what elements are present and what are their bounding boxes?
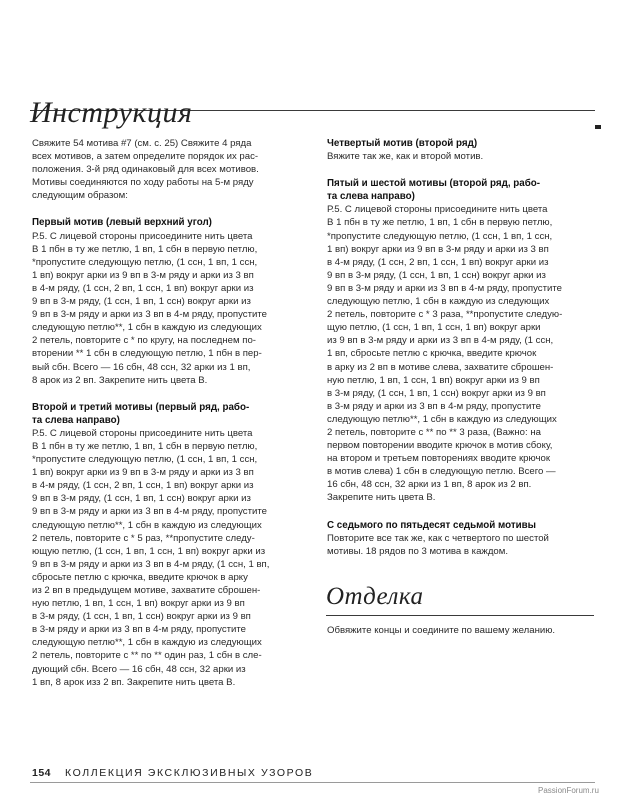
right-column: [327, 137, 597, 558]
motif-1-title: Первый мотив (левый верхний угол): [32, 217, 212, 229]
left-column: [32, 137, 309, 689]
finishing-rule: [326, 615, 594, 616]
book-title: КОЛЛЕКЦИЯ ЭКСКЛЮЗИВНЫХ УЗОРОВ: [65, 767, 314, 779]
instruction-heading: Инструкция: [30, 96, 193, 129]
finishing-heading: Отделка: [326, 583, 424, 610]
motif-2-3-text: Р.5. С лицевой стороны присоедините нить цвета В 1 пбн в ту же петлю, 1 вп, 1 сбн в первую петлю, *пропустите следующую петлю, (1 ссн, 1 вп, 1 ссн, 1 вп) вокруг арки из 9 вп в 3-м ряду и арки из 3 вп в 4-м ряду, (1 ссн, 2 вп, 1 ссн, 1 вп) вокруг арки из 9 вп в 3-м ряду, (1 ссн, 1 вп, 1 ссн) вокруг арки из 9 вп в 3-м ряду и арки из 3 вп в 4-м ряду, пропустите следующую петлю**, 1 сбн в каждую из следующих 2 петель, повторите с * 5 раз, **пропустите следу- ющую петлю, (1 ссн, 1 вп, 1 ссн, 1 вп) вокруг арки из 9 вп в 3-м ряду и арки из 3 вп в 4-м ряду, (1 ссн, 1 вп, сбросьте петлю с крючка, введите крючок в арку из 2 вп в предыдущем мотиве, захватите сброшен- ную петлю, 1 вп, 1 ссн, 1 вп) вокруг арки из 9 вп в 3-м ряду, (1 ссн, 1 вп, 1 ссн) вокруг арки из 9 вп в 3-м ряду и арки из 3 вп в 4-м ряду, пропустите следующую петлю**, 1 сбн в каждую из следующих 2 петель, повторите с ** по ** один раз, 1 сбн в сле- дующий сбн. Всего — 16 сбн, 48 ссн, 32 арки из 1 вп, 8 арок изз 2 вп. Закрепите нить цвета В.: [32, 427, 270, 688]
motif-5-6-text: Р.5. С лицевой стороны присоедините нить цвета В 1 пбн в ту же петлю, 1 вп, 1 сбн в первую петлю, *пропустите следующую петлю, (1 ссн, 1 вп, 1 ссн, 1 вп) вокруг арки из 9 вп в 3-м ряду и арки из 3 вп в 4-м ряду, (1 ссн, 2 вп, 1 ссн, 1 вп) вокруг арки из 9 вп в 3-м ряду, (1 ссн, 1 вп, 1 ссн) вокруг арки из 9 вп в 3-м ряду и арки из 3 вп в 4-м ряду, пропустите следующую петлю, 1 сбн в каждую из следующих 2 петель, повторите с * 3 раза, **пропустите следую- щую петлю, (1 ссн, 1 вп, 1 ссн, 1 вп) вокруг арки из 9 вп в 3-м ряду и арки из 3 вп в 4-м ряду, (1 ссн, 1 вп, сбросьте петлю с крючка, введите крючок в арку из 2 вп в мотиве слева, захватите сброшен- ную петлю, 1 вп, 1 ссн, 1 вп) вокруг арки из 9 вп в 3-м ряду, (1 ссн, 1 вп, 1 ссн) вокруг арки из 9 вп в 3-м ряду и арки из 3 вп в 4-м ряду, пропустите следующую петлю**, 1 сбн в каждую из следующих 2 петель, повторите с ** по ** 3 раза, (Важно: на первом повторении вводите крючок в мотив сбоку, на втором и третьем повторениях вводите крючок в мотив слева) 1 сбн в следующую петлю. Всего — 16 сбн, 48 ссн, 32 арки из 1 вп, 8 арок из 2 вп. Закрепите нить цвета В.: [327, 204, 563, 504]
footer-rule: [30, 782, 595, 783]
page-number: 154: [32, 767, 52, 779]
motif-1-text: Р.5. С лицевой стороны присоедините нить цвета В 1 пбн в ту же петлю, 1 вп, 1 сбн в первую петлю, *пропустите следующую петлю, (1 ссн, 1 вп, 1 ссн, 1 вп) вокруг арки из 9 вп в 3-м ряду и арки из 3 вп в 4-м ряду, (1 ссн, 2 вп, 1 ссн, 1 вп) вокруг арки из 9 вп в 3-м ряду, (1 ссн, 1 вп, 1 ссн) вокруг арки из 9 вп в 3-м ряду и арки из 3 вп в 4-м ряду, пропустите следующую петлю**, 1 сбн в каждую из следующих 2 петель, повторите с * по кругу, на последнем по- вторении ** 1 сбн в следующую петлю, 1 пбн в пер- вый сбн. Всего — 16 сбн, 48 ссн, 32 арки из 1 вп, 8 арок из 2 вп. Закрепите нить цвета В.: [32, 230, 267, 386]
page-footer: [32, 767, 313, 779]
motif-5-6-title: Пятый и шестой мотивы (второй ряд, рабо- та слева направо): [327, 178, 541, 203]
motif-4-title: Четвертый мотив (второй ряд): [327, 138, 478, 149]
motif-7-57-text: Повторите все так же, как с четвертого по шестой мотивы. 18 рядов по 3 мотива в каждом.: [327, 532, 549, 557]
watermark: PassionForum.ru: [538, 786, 599, 795]
title-rule-end-mark: [595, 125, 601, 129]
motif-4-text: Вяжите так же, как и второй мотив.: [327, 151, 484, 163]
motif-7-57-title: С седьмого по пятьдесят седьмой мотивы: [327, 519, 537, 531]
finishing-text: Обвяжите концы и соедините по вашему желанию.: [327, 625, 556, 636]
motif-2-3-title: Второй и третий мотивы (первый ряд, рабо- та слева направо): [32, 401, 250, 426]
intro-paragraph: Свяжите 54 мотива #7 (см. с. 25) Свяжите 4 ряда всех мотивов, а затем определите порядок их рас- положения. 3-й ряд одинаковый для всех мотивов. Мотивы соединяются по ходу работы на 5-м ряду следующим образом:: [32, 138, 259, 202]
